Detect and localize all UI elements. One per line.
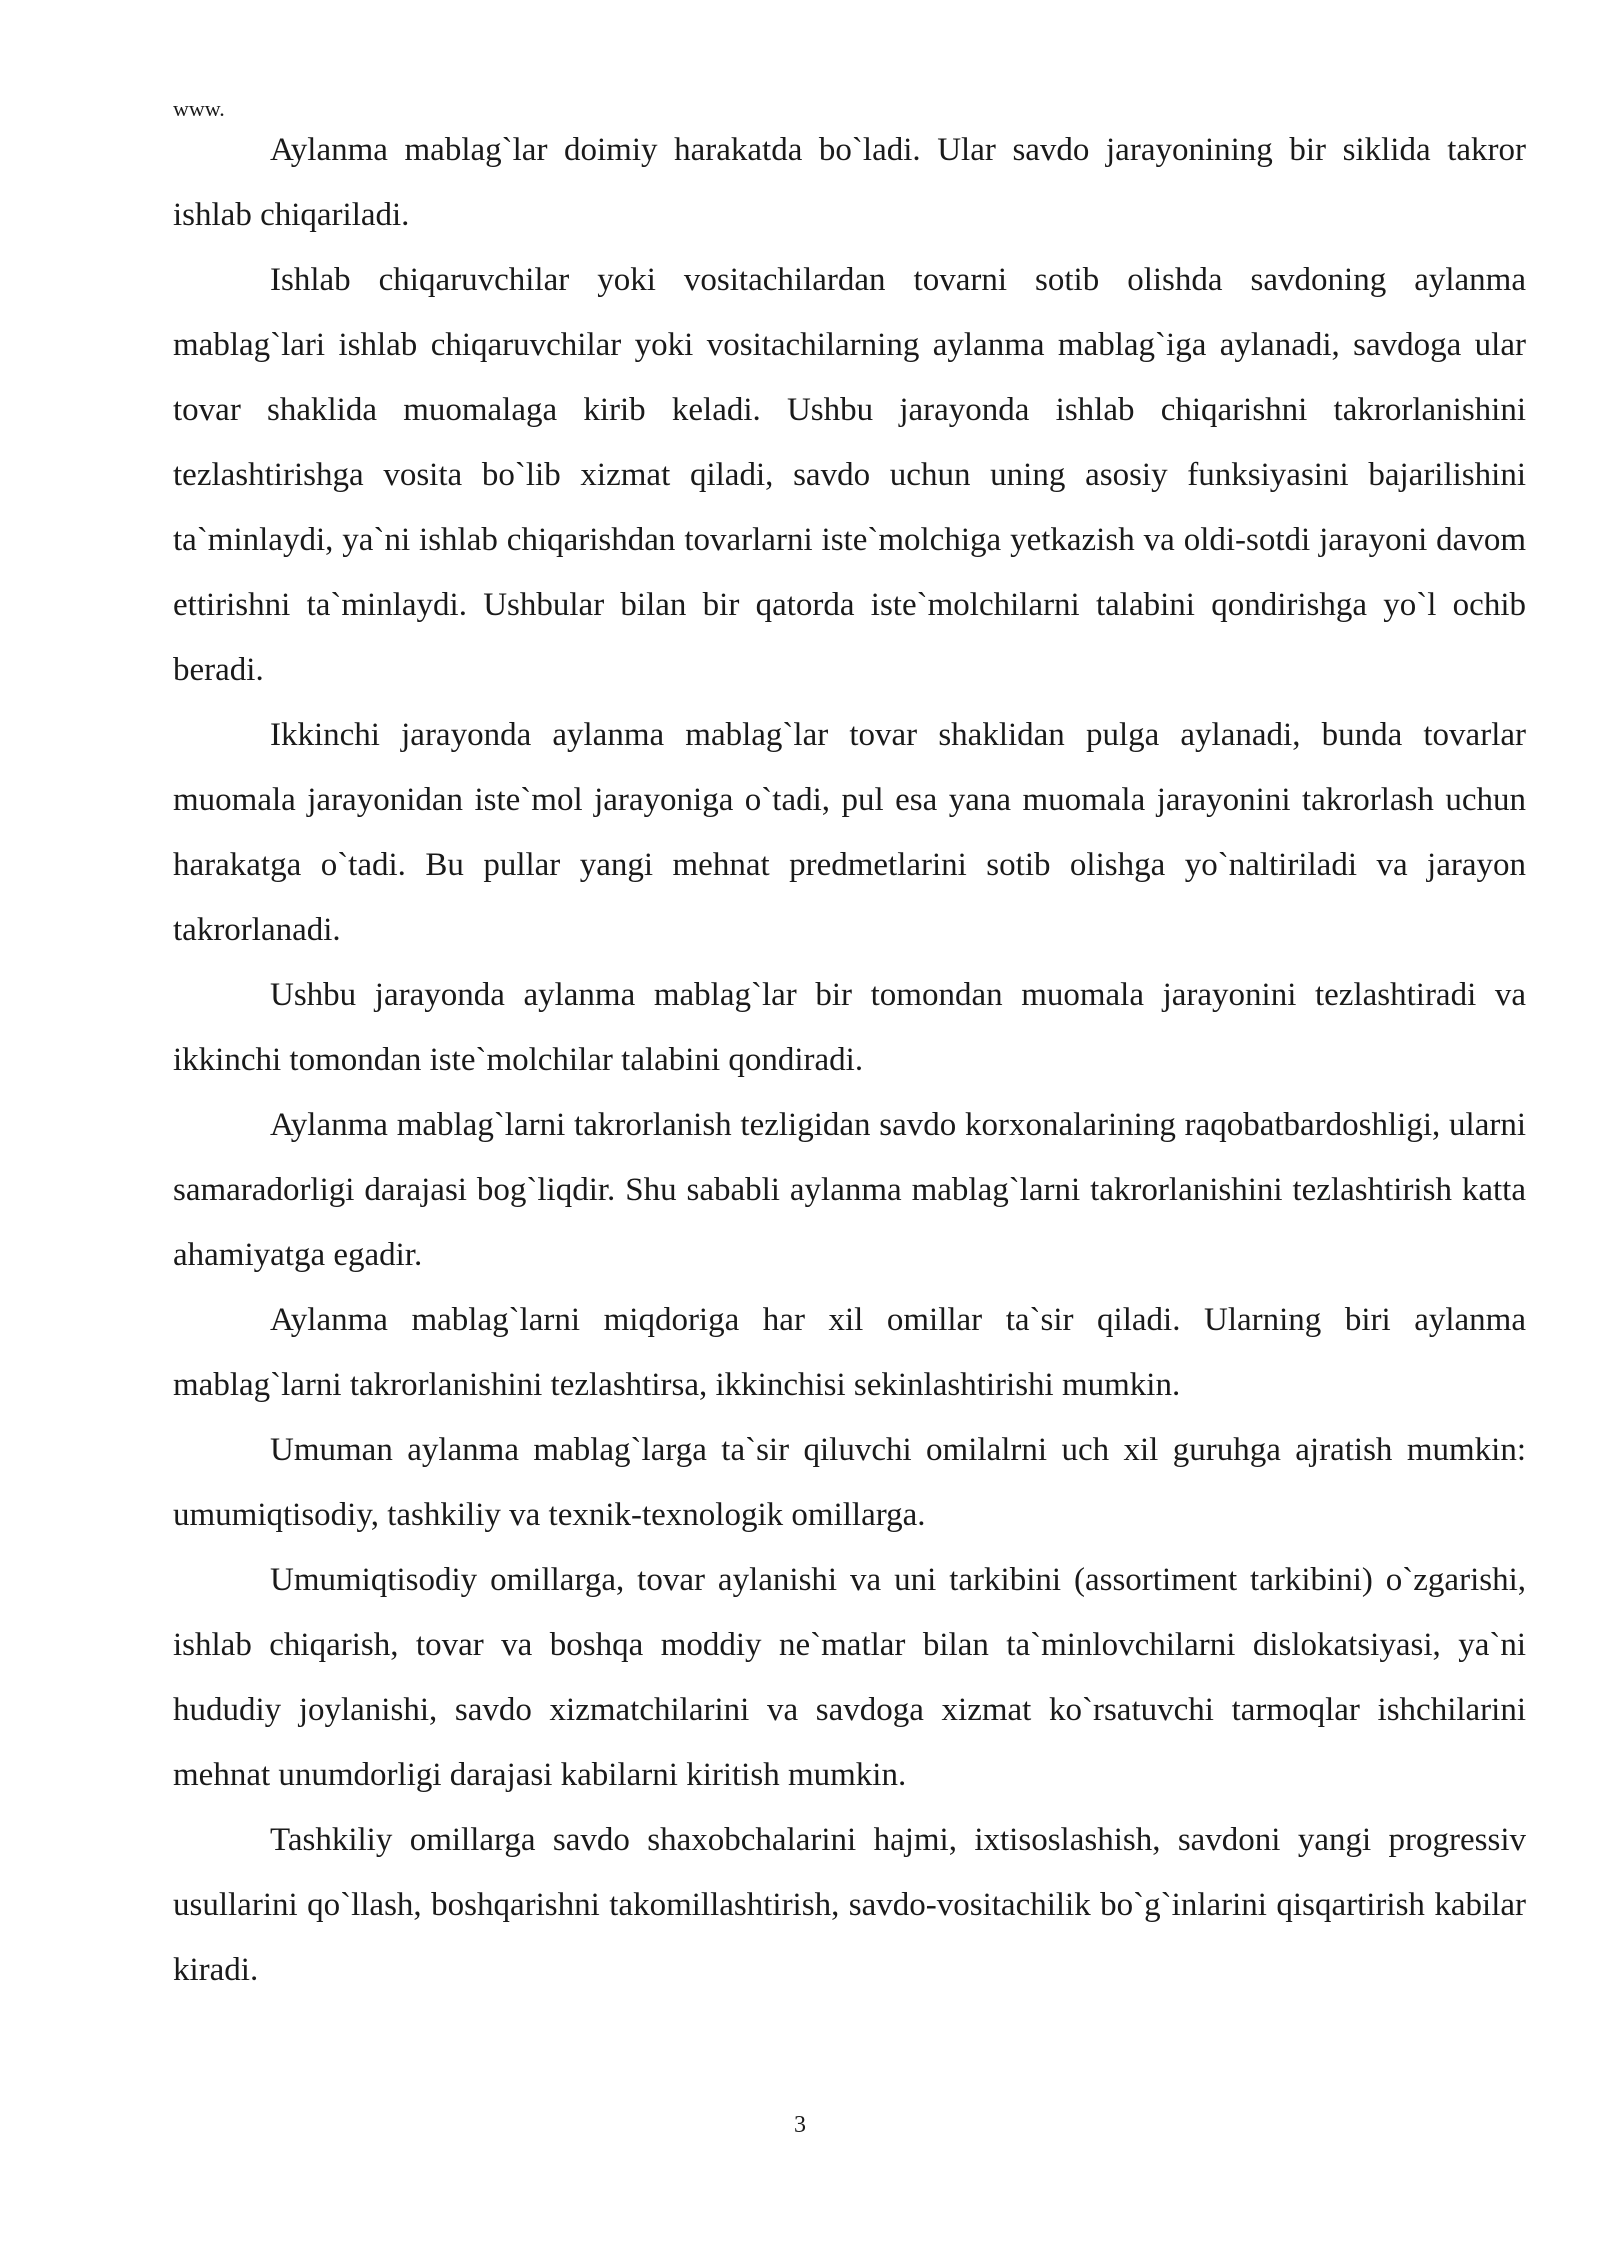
paragraph: Aylanma mablag`larni miqdoriga har xil omillar ta`sir qiladi. Ularning biri aylanma mablag`larni takrorlanishini tezlashtirsa, ikkinchisi sekinlashtirishi mumkin. bbox=[173, 1302, 1526, 1403]
paragraph: Ushbu jarayonda aylanma mablag`lar bir tomondan muomala jarayonini tezlashtiradi va ikkinchi tomondan iste`molchilar talabini qondiradi. bbox=[173, 977, 1526, 1078]
paragraph: Aylanma mablag`larni takrorlanish tezligidan savdo korxonalarining raqobatbardoshligi, ularni samaradorligi darajasi bog`liqdir. Shu sababli aylanma mablag`larni takrorlanishini tezlashtirish katta ahamiyatga egadir. bbox=[173, 1107, 1526, 1273]
page-number: 3 bbox=[794, 2112, 806, 2138]
paragraph: Ikkinchi jarayonda aylanma mablag`lar tovar shaklidan pulga aylanadi, bunda tovarlar muomala jarayonidan iste`mol jarayoniga o`tadi, pul esa yana muomala jarayonini takrorlash uchun harakatga o`tadi. Bu pullar yangi mehnat predmetlarini sotib olishga yo`naltiriladi va jarayon takrorlanadi. bbox=[173, 717, 1526, 948]
paragraph: Ishlab chiqaruvchilar yoki vositachilardan tovarni sotib olishda savdoning aylanma mablag`lari ishlab chiqaruvchilar yoki vositachilarning aylanma mablag`iga aylanadi, savdoga ular tovar shaklida muomalaga kirib keladi. Ushbu jarayonda ishlab chiqarishni takrorlanishini tezlashtirishga vosita bo`lib xizmat qiladi, savdo uchun uning asosiy funksiyasini bajarilishini ta`minlaydi, ya`ni ishlab chiqarishdan tovarlarni iste`molchiga yetkazish va oldi-sotdi jarayoni davom ettirishni ta`minlaydi. Ushbular bilan bir qatorda iste`molchilarni talabini qondirishga yo`l ochib beradi. bbox=[173, 262, 1526, 688]
paragraph: Aylanma mablag`lar doimiy harakatda bo`ladi. Ular savdo jarayonining bir siklida takror ishlab chiqariladi. bbox=[173, 132, 1526, 233]
paragraph: Umumiqtisodiy omillarga, tovar aylanishi va uni tarkibini (assortiment tarkibini) o`zgarishi, ishlab chiqarish, tovar va boshqa moddiy ne`matlar bilan ta`minlovchilarni dislokatsiyasi, ya`ni hududiy joylanishi, savdo xizmatchilarini va savdoga xizmat ko`rsatuvchi tarmoqlar ishchilarini mehnat unumdorligi darajasi kabilarni kiritish mumkin. bbox=[173, 1562, 1526, 1793]
paragraph: Umuman aylanma mablag`larga ta`sir qiluvchi omilalrni uch xil guruhga ajratish mumkin: umumiqtisodiy, tashkiliy va texnik-texnologik omillarga. bbox=[173, 1432, 1526, 1533]
document-body bbox=[173, 118, 1526, 2003]
paragraph: Tashkiliy omillarga savdo shaxobchalarini hajmi, ixtisoslashish, savdoni yangi progressiv usullarini qo`llash, boshqarishni takomillashtirish, savdo-vositachilik bo`g`inlarini qisqartirish kabilar kiradi. bbox=[173, 1822, 1526, 1988]
header-url-text: www. bbox=[173, 96, 225, 121]
